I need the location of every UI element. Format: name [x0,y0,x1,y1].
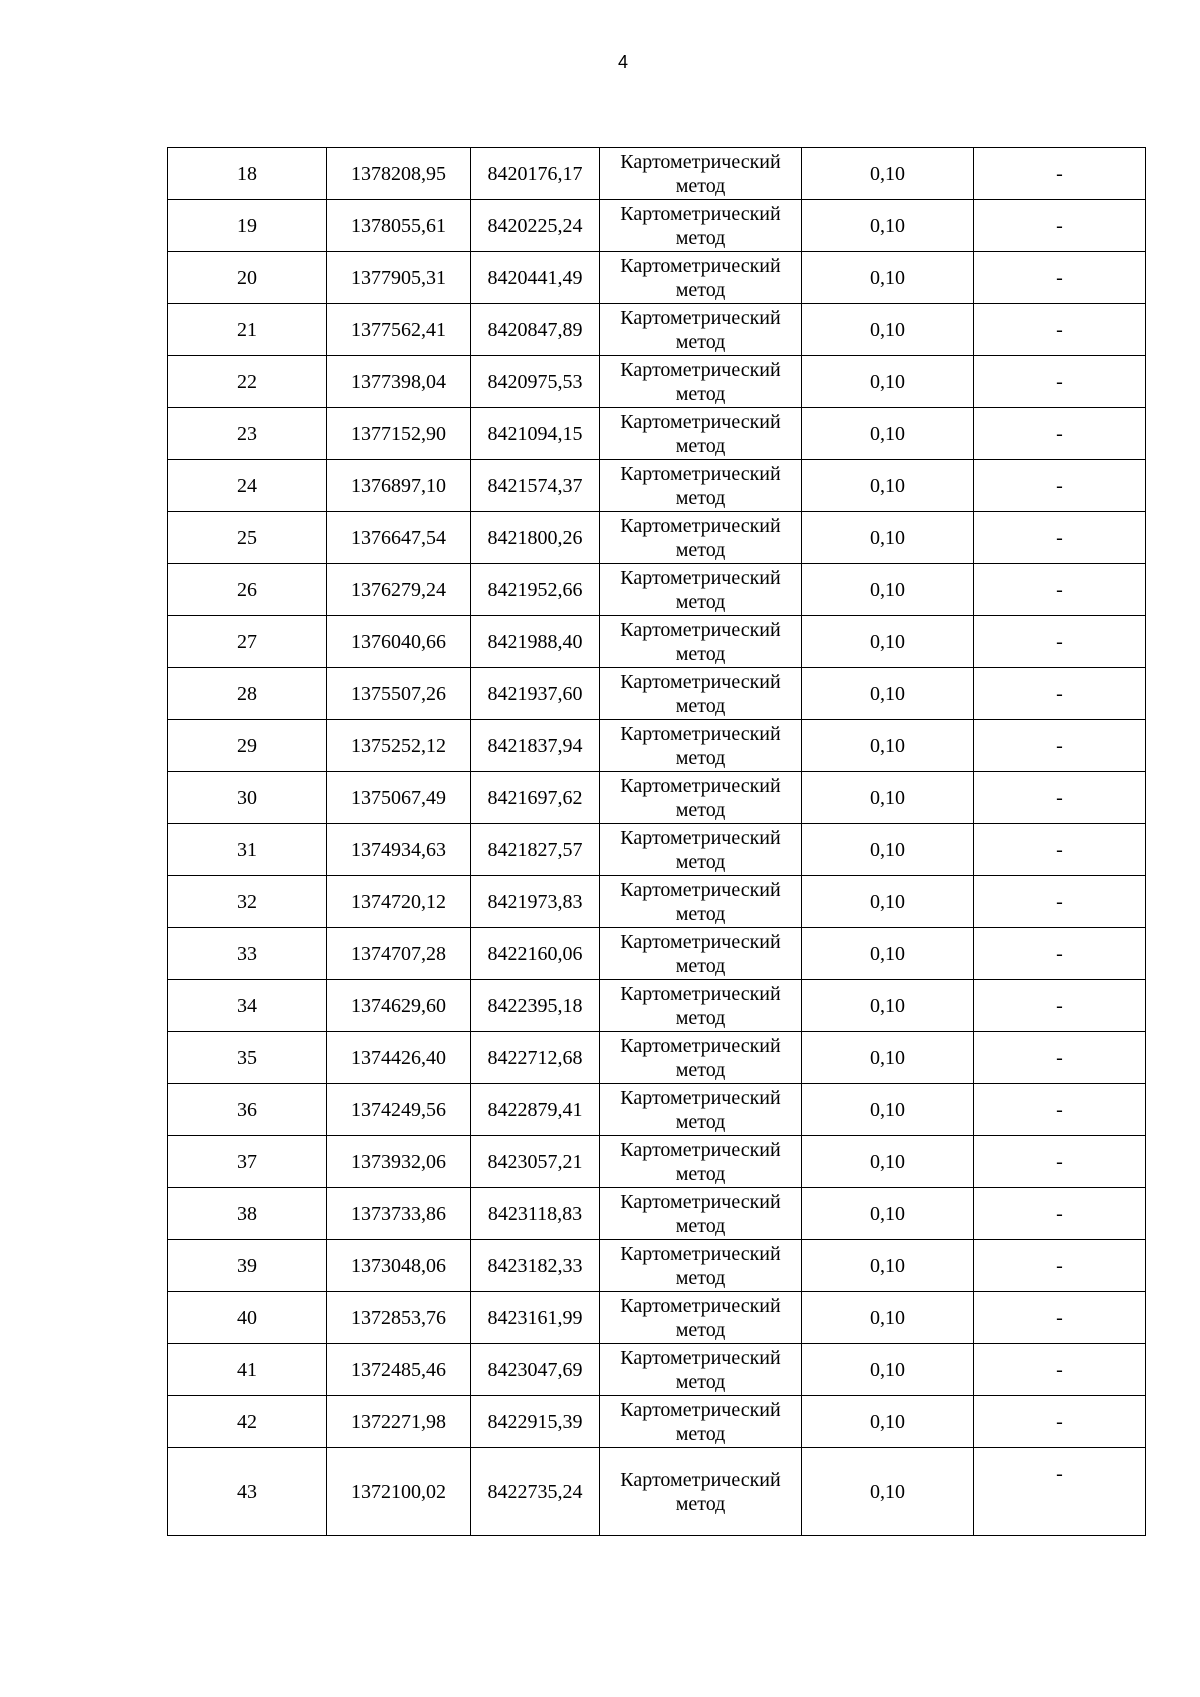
y-coordinate-cell: 8423047,69 [471,1344,600,1396]
description-cell: - [974,1240,1146,1292]
x-coordinate-cell: 1372100,02 [327,1448,471,1536]
x-coordinate-cell: 1372853,76 [327,1292,471,1344]
method-cell [600,512,802,564]
table-row [168,304,1146,356]
method-line-2: метод [675,226,726,249]
method-line-2: метод [675,486,726,509]
table-row [168,1240,1146,1292]
y-coordinate-cell: 8420176,17 [471,148,600,200]
y-coordinate-cell: 8423057,21 [471,1136,600,1188]
y-coordinate-cell: 8420975,53 [471,356,600,408]
method-line-1: Картометрический [620,982,781,1005]
point-number-cell: 36 [168,1084,327,1136]
method-line-2: метод [675,746,726,769]
method-line-1: Картометрический [620,150,781,173]
x-coordinate-cell: 1373733,86 [327,1188,471,1240]
precision-cell: 0,10 [802,1136,974,1188]
precision-cell: 0,10 [802,1396,974,1448]
description-cell: - [974,148,1146,200]
x-coordinate-cell: 1376279,24 [327,564,471,616]
description-cell: - [974,512,1146,564]
method-cell [600,1240,802,1292]
table-row [168,148,1146,200]
precision-cell: 0,10 [802,200,974,252]
method-cell [600,1136,802,1188]
method-line-2: метод [675,1492,726,1515]
x-coordinate-cell: 1374426,40 [327,1032,471,1084]
y-coordinate-cell: 8420847,89 [471,304,600,356]
y-coordinate-cell: 8422879,41 [471,1084,600,1136]
method-line-1: Картометрический [620,930,781,953]
table-row [168,772,1146,824]
method-line-1: Картометрический [620,1398,781,1421]
x-coordinate-cell: 1377562,41 [327,304,471,356]
method-line-2: метод [675,538,726,561]
method-cell [600,200,802,252]
method-line-1: Картометрический [620,670,781,693]
description-cell: - [974,1344,1146,1396]
method-cell [600,1188,802,1240]
method-cell [600,408,802,460]
precision-cell: 0,10 [802,824,974,876]
method-cell [600,876,802,928]
y-coordinate-cell: 8422712,68 [471,1032,600,1084]
description-cell: - [974,200,1146,252]
table-row [168,1136,1146,1188]
description-cell: - [974,1084,1146,1136]
x-coordinate-cell: 1375252,12 [327,720,471,772]
precision-cell: 0,10 [802,252,974,304]
y-coordinate-cell: 8423118,83 [471,1188,600,1240]
precision-cell: 0,10 [802,876,974,928]
table-row [168,1032,1146,1084]
description-cell: - [974,1136,1146,1188]
method-cell [600,824,802,876]
method-line-1: Картометрический [620,306,781,329]
table-row [168,980,1146,1032]
description-cell: - [974,720,1146,772]
method-line-2: метод [675,1370,726,1393]
precision-cell: 0,10 [802,148,974,200]
precision-cell: 0,10 [802,928,974,980]
method-line-2: метод [675,642,726,665]
method-line-1: Картометрический [620,1242,781,1265]
point-number-cell: 28 [168,668,327,720]
x-coordinate-cell: 1377152,90 [327,408,471,460]
method-cell [600,304,802,356]
precision-cell: 0,10 [802,1084,974,1136]
method-cell [600,1344,802,1396]
method-line-2: метод [675,382,726,405]
x-coordinate-cell: 1373048,06 [327,1240,471,1292]
x-coordinate-cell: 1376647,54 [327,512,471,564]
point-number-cell: 18 [168,148,327,200]
method-cell [600,148,802,200]
description-cell: - [974,460,1146,512]
method-cell [600,252,802,304]
method-line-1: Картометрический [620,618,781,641]
method-line-2: метод [675,902,726,925]
method-cell [600,564,802,616]
point-number-cell: 35 [168,1032,327,1084]
description-cell: - [974,616,1146,668]
point-number-cell: 40 [168,1292,327,1344]
method-line-2: метод [675,1110,726,1133]
x-coordinate-cell: 1374629,60 [327,980,471,1032]
x-coordinate-cell: 1374934,63 [327,824,471,876]
y-coordinate-cell: 8421827,57 [471,824,600,876]
x-coordinate-cell: 1378208,95 [327,148,471,200]
point-number-cell: 29 [168,720,327,772]
coordinates-table-body [168,148,1146,1536]
x-coordinate-cell: 1374249,56 [327,1084,471,1136]
method-line-2: метод [675,954,726,977]
page-number: 4 [617,52,628,72]
method-line-1: Картометрический [620,1086,781,1109]
description-cell: - [974,1188,1146,1240]
y-coordinate-cell: 8421937,60 [471,668,600,720]
method-line-1: Картометрический [620,202,781,225]
precision-cell: 0,10 [802,1292,974,1344]
table-row [168,200,1146,252]
method-line-2: метод [675,1422,726,1445]
y-coordinate-cell: 8422735,24 [471,1448,600,1536]
method-cell [600,1396,802,1448]
point-number-cell: 31 [168,824,327,876]
description-cell: - [974,304,1146,356]
y-coordinate-cell: 8422915,39 [471,1396,600,1448]
description-cell: - [974,980,1146,1032]
method-line-1: Картометрический [620,878,781,901]
point-number-cell: 24 [168,460,327,512]
table-row [168,252,1146,304]
description-cell: - [974,1448,1146,1536]
method-line-1: Картометрический [620,774,781,797]
y-coordinate-cell: 8420225,24 [471,200,600,252]
method-line-2: метод [675,798,726,821]
y-coordinate-cell: 8422160,06 [471,928,600,980]
x-coordinate-cell: 1374720,12 [327,876,471,928]
y-coordinate-cell: 8421952,66 [471,564,600,616]
method-line-2: метод [675,694,726,717]
point-number-cell: 34 [168,980,327,1032]
point-number-cell: 41 [168,1344,327,1396]
coordinates-table [167,147,1146,1536]
x-coordinate-cell: 1376897,10 [327,460,471,512]
description-cell: - [974,408,1146,460]
table-row [168,876,1146,928]
method-line-1: Картометрический [620,1468,781,1491]
y-coordinate-cell: 8422395,18 [471,980,600,1032]
method-line-2: метод [675,434,726,457]
point-number-cell: 26 [168,564,327,616]
method-cell [600,980,802,1032]
point-number-cell: 32 [168,876,327,928]
table-row [168,668,1146,720]
method-line-1: Картометрический [620,358,781,381]
method-line-1: Картометрический [620,566,781,589]
method-line-1: Картометрический [620,410,781,433]
point-number-cell: 30 [168,772,327,824]
method-line-2: метод [675,590,726,613]
method-cell [600,772,802,824]
method-cell [600,460,802,512]
method-line-1: Картометрический [620,462,781,485]
table-row [168,512,1146,564]
precision-cell: 0,10 [802,1032,974,1084]
description-cell: - [974,564,1146,616]
table-row [168,1188,1146,1240]
table-row [168,408,1146,460]
table-row [168,1084,1146,1136]
method-cell [600,356,802,408]
y-coordinate-cell: 8421697,62 [471,772,600,824]
x-coordinate-cell: 1374707,28 [327,928,471,980]
precision-cell: 0,10 [802,1448,974,1536]
method-line-1: Картометрический [620,514,781,537]
method-cell [600,928,802,980]
y-coordinate-cell: 8421837,94 [471,720,600,772]
method-line-1: Картометрический [620,1294,781,1317]
x-coordinate-cell: 1376040,66 [327,616,471,668]
y-coordinate-cell: 8421988,40 [471,616,600,668]
precision-cell: 0,10 [802,616,974,668]
method-line-2: метод [675,1214,726,1237]
precision-cell: 0,10 [802,1240,974,1292]
table-row [168,928,1146,980]
point-number-cell: 38 [168,1188,327,1240]
table-row [168,1448,1146,1536]
point-number-cell: 20 [168,252,327,304]
method-line-2: метод [675,278,726,301]
x-coordinate-cell: 1372271,98 [327,1396,471,1448]
y-coordinate-cell: 8423161,99 [471,1292,600,1344]
point-number-cell: 42 [168,1396,327,1448]
method-cell [600,720,802,772]
method-line-2: метод [675,1162,726,1185]
table-row [168,720,1146,772]
y-coordinate-cell: 8421800,26 [471,512,600,564]
x-coordinate-cell: 1377905,31 [327,252,471,304]
precision-cell: 0,10 [802,304,974,356]
table-row [168,824,1146,876]
method-line-2: метод [675,174,726,197]
method-line-1: Картометрический [620,254,781,277]
table-row [168,460,1146,512]
x-coordinate-cell: 1377398,04 [327,356,471,408]
point-number-cell: 21 [168,304,327,356]
y-coordinate-cell: 8421574,37 [471,460,600,512]
method-line-1: Картометрический [620,1190,781,1213]
method-line-1: Картометрический [620,1034,781,1057]
description-cell: - [974,1032,1146,1084]
method-cell [600,1032,802,1084]
description-cell: - [974,1292,1146,1344]
point-number-cell: 37 [168,1136,327,1188]
point-number-cell: 23 [168,408,327,460]
description-cell: - [974,1396,1146,1448]
table-row [168,616,1146,668]
y-coordinate-cell: 8421094,15 [471,408,600,460]
x-coordinate-cell: 1375067,49 [327,772,471,824]
precision-cell: 0,10 [802,512,974,564]
y-coordinate-cell: 8423182,33 [471,1240,600,1292]
precision-cell: 0,10 [802,564,974,616]
method-cell [600,1084,802,1136]
point-number-cell: 43 [168,1448,327,1536]
point-number-cell: 25 [168,512,327,564]
precision-cell: 0,10 [802,1344,974,1396]
method-cell [600,616,802,668]
description-cell: - [974,928,1146,980]
point-number-cell: 22 [168,356,327,408]
method-cell [600,1448,802,1536]
table-row [168,1396,1146,1448]
point-number-cell: 27 [168,616,327,668]
precision-cell: 0,10 [802,1188,974,1240]
point-number-cell: 33 [168,928,327,980]
method-line-1: Картометрический [620,722,781,745]
method-line-2: метод [675,1006,726,1029]
description-cell: - [974,356,1146,408]
table-row [168,1292,1146,1344]
description-cell: - [974,252,1146,304]
description-cell: - [974,824,1146,876]
point-number-cell: 19 [168,200,327,252]
precision-cell: 0,10 [802,668,974,720]
precision-cell: 0,10 [802,720,974,772]
description-cell: - [974,772,1146,824]
method-line-1: Картометрический [620,1346,781,1369]
method-line-1: Картометрический [620,826,781,849]
point-number-cell: 39 [168,1240,327,1292]
x-coordinate-cell: 1375507,26 [327,668,471,720]
method-cell [600,668,802,720]
method-line-2: метод [675,330,726,353]
description-cell: - [974,876,1146,928]
x-coordinate-cell: 1372485,46 [327,1344,471,1396]
x-coordinate-cell: 1378055,61 [327,200,471,252]
y-coordinate-cell: 8420441,49 [471,252,600,304]
precision-cell: 0,10 [802,460,974,512]
method-line-2: метод [675,1318,726,1341]
method-line-2: метод [675,1058,726,1081]
precision-cell: 0,10 [802,408,974,460]
method-line-2: метод [675,850,726,873]
precision-cell: 0,10 [802,772,974,824]
description-cell: - [974,668,1146,720]
method-line-2: метод [675,1266,726,1289]
y-coordinate-cell: 8421973,83 [471,876,600,928]
x-coordinate-cell: 1373932,06 [327,1136,471,1188]
method-line-1: Картометрический [620,1138,781,1161]
precision-cell: 0,10 [802,980,974,1032]
table-row [168,356,1146,408]
table-row [168,564,1146,616]
method-cell [600,1292,802,1344]
table-row [168,1344,1146,1396]
precision-cell: 0,10 [802,356,974,408]
